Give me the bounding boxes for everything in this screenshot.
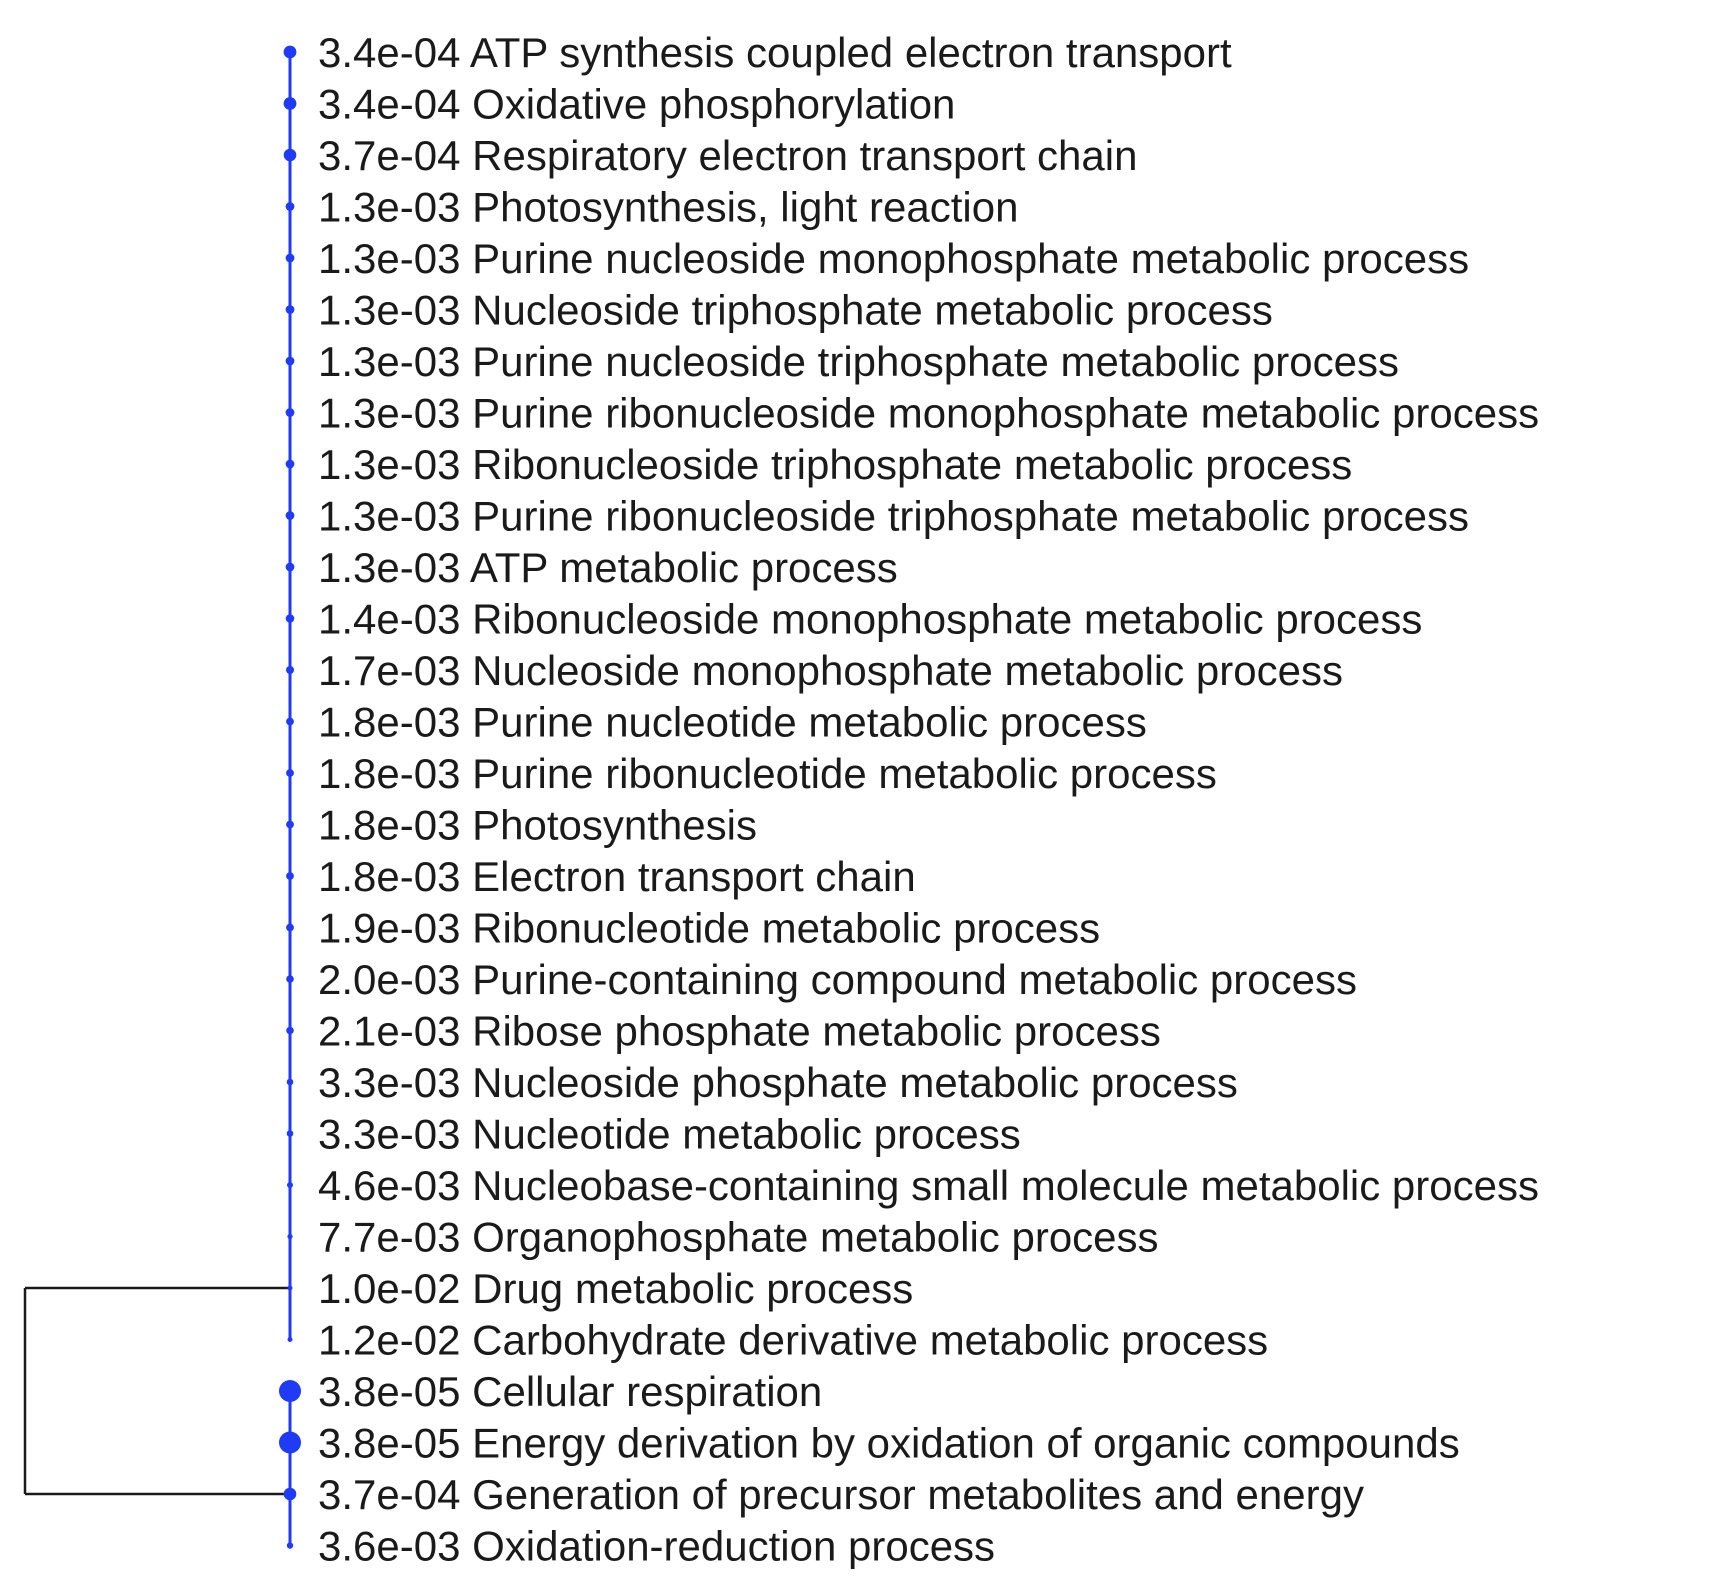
term-name: Ribonucleotide metabolic process	[472, 904, 1101, 952]
term-label	[318, 1471, 1364, 1518]
term-name: Oxidation-reduction process	[472, 1522, 996, 1570]
term-label	[318, 750, 1217, 797]
term-label	[318, 1420, 1460, 1467]
term-dot	[286, 357, 295, 366]
term-name: Ribonucleoside monophosphate metabolic process	[472, 595, 1423, 643]
term-label	[318, 441, 1352, 488]
term-dot	[286, 254, 295, 263]
term-dot	[279, 1432, 301, 1454]
term-label	[318, 235, 1469, 282]
term-name: ATP synthesis coupled electron transport	[469, 29, 1232, 76]
term-name: Generation of precursor metabolites and energy	[472, 1471, 1364, 1518]
term-pvalue: 1.4e-03	[318, 595, 461, 643]
term-name: Drug metabolic process	[472, 1265, 914, 1312]
term-dot	[284, 46, 297, 59]
term-label	[318, 132, 1137, 179]
term-dot	[286, 460, 295, 469]
term-dot	[284, 149, 297, 162]
tree-leaves	[279, 29, 1539, 1570]
term-pvalue: 1.3e-03	[318, 492, 461, 540]
term-pvalue: 1.3e-03	[318, 338, 461, 385]
term-pvalue: 3.3e-03	[318, 1110, 461, 1158]
term-label	[318, 390, 1539, 437]
term-label	[318, 647, 1343, 694]
term-pvalue: 1.8e-03	[318, 801, 461, 849]
term-dot	[287, 1542, 293, 1548]
term-label	[318, 1162, 1539, 1209]
term-label	[318, 1317, 1268, 1364]
tree-branches	[25, 52, 290, 1546]
term-label	[318, 853, 916, 900]
term-dot	[286, 821, 294, 829]
term-dot	[286, 511, 295, 520]
term-name: Nucleotide metabolic process	[472, 1110, 1021, 1158]
term-name: Cellular respiration	[472, 1368, 823, 1415]
term-pvalue: 1.3e-03	[318, 441, 461, 488]
term-pvalue: 3.7e-04	[318, 132, 461, 179]
term-name: Purine ribonucleoside monophosphate metabolic process	[472, 389, 1540, 437]
term-pvalue: 1.9e-03	[318, 904, 461, 952]
term-dot	[286, 666, 294, 674]
term-pvalue: 3.7e-04	[318, 1471, 461, 1518]
term-pvalue: 1.2e-02	[318, 1316, 461, 1364]
term-pvalue: 4.6e-03	[318, 1162, 461, 1209]
term-label	[318, 699, 1147, 746]
term-dot	[286, 305, 295, 314]
term-label	[318, 802, 757, 849]
term-name: Purine nucleoside triphosphate metabolic process	[472, 338, 1399, 385]
term-pvalue: 3.3e-03	[318, 1059, 461, 1106]
term-pvalue: 1.3e-03	[318, 235, 461, 282]
term-label	[318, 956, 1357, 1003]
term-label	[318, 338, 1399, 385]
term-label	[318, 1111, 1021, 1158]
term-pvalue: 1.3e-03	[318, 389, 461, 437]
term-name: Nucleoside phosphate metabolic process	[472, 1059, 1238, 1106]
term-dot	[286, 975, 294, 983]
term-pvalue: 2.1e-03	[318, 1007, 461, 1055]
term-pvalue: 7.7e-03	[318, 1213, 461, 1261]
term-name: Purine-containing compound metabolic process	[472, 956, 1357, 1003]
term-name: Carbohydrate derivative metabolic process	[472, 1316, 1269, 1364]
term-label	[318, 1523, 995, 1570]
term-label	[318, 1059, 1238, 1106]
term-label	[318, 184, 1018, 231]
term-pvalue: 3.6e-03	[318, 1522, 461, 1570]
term-name: Purine ribonucleotide metabolic process	[472, 750, 1217, 797]
term-label	[318, 905, 1100, 952]
term-pvalue: 1.8e-03	[318, 750, 461, 797]
term-dot	[286, 924, 294, 932]
term-dot	[284, 97, 297, 110]
term-pvalue: 1.8e-03	[318, 698, 461, 746]
term-pvalue: 2.0e-03	[318, 956, 461, 1003]
term-name: Energy derivation by oxidation of organic compounds	[472, 1419, 1460, 1467]
term-dot	[287, 1079, 294, 1086]
term-name: ATP metabolic process	[469, 544, 898, 591]
term-label	[318, 29, 1232, 76]
term-name: Electron transport chain	[472, 853, 916, 900]
term-label	[318, 1214, 1159, 1261]
term-dot	[279, 1380, 301, 1402]
term-label	[318, 1265, 913, 1312]
term-name: Purine ribonucleoside triphosphate metabolic process	[472, 492, 1470, 540]
term-label	[318, 493, 1469, 540]
term-dot	[286, 202, 295, 211]
term-name: Organophosphate metabolic process	[472, 1213, 1159, 1261]
term-name: Respiratory electron transport chain	[472, 132, 1138, 179]
term-dot	[288, 1286, 293, 1291]
term-dot	[286, 614, 295, 623]
term-name: Purine nucleoside monophosphate metabolic process	[472, 235, 1470, 282]
term-dot	[286, 563, 295, 572]
term-dot	[288, 1337, 293, 1342]
term-pvalue: 1.3e-03	[318, 544, 461, 591]
term-label	[318, 1368, 822, 1415]
term-pvalue: 3.8e-05	[318, 1419, 461, 1467]
term-name: Oxidative phosphorylation	[472, 80, 956, 128]
term-name: Photosynthesis	[472, 801, 757, 849]
term-label	[318, 81, 955, 128]
term-pvalue: 1.8e-03	[318, 853, 461, 900]
term-name: Ribonucleoside triphosphate metabolic process	[472, 441, 1353, 488]
term-pvalue: 1.3e-03	[318, 286, 461, 334]
term-name: Nucleoside monophosphate metabolic process	[472, 647, 1343, 694]
term-name: Photosynthesis, light reaction	[472, 183, 1019, 231]
term-dot	[286, 872, 294, 880]
term-pvalue: 1.3e-03	[318, 183, 461, 231]
term-pvalue: 3.4e-04	[318, 29, 461, 76]
term-name: Nucleoside triphosphate metabolic process	[472, 286, 1273, 334]
term-label	[318, 544, 898, 591]
term-pvalue: 1.7e-03	[318, 647, 461, 694]
term-dot	[287, 1130, 294, 1137]
term-dot	[286, 408, 295, 417]
term-label	[318, 596, 1422, 643]
term-pvalue: 1.0e-02	[318, 1265, 461, 1312]
term-dot	[284, 1488, 297, 1501]
term-dot	[287, 1234, 292, 1239]
term-pvalue: 3.8e-05	[318, 1368, 461, 1415]
term-label	[318, 287, 1273, 334]
term-name: Ribose phosphate metabolic process	[472, 1007, 1161, 1055]
term-dot	[286, 718, 294, 726]
term-name: Purine nucleotide metabolic process	[472, 698, 1147, 746]
term-dot	[286, 1027, 294, 1035]
term-label	[318, 1008, 1161, 1055]
term-dot	[287, 1182, 293, 1188]
term-name: Nucleobase-containing small molecule metabolic process	[472, 1162, 1539, 1209]
term-dot	[286, 769, 294, 777]
term-pvalue: 3.4e-04	[318, 80, 461, 128]
